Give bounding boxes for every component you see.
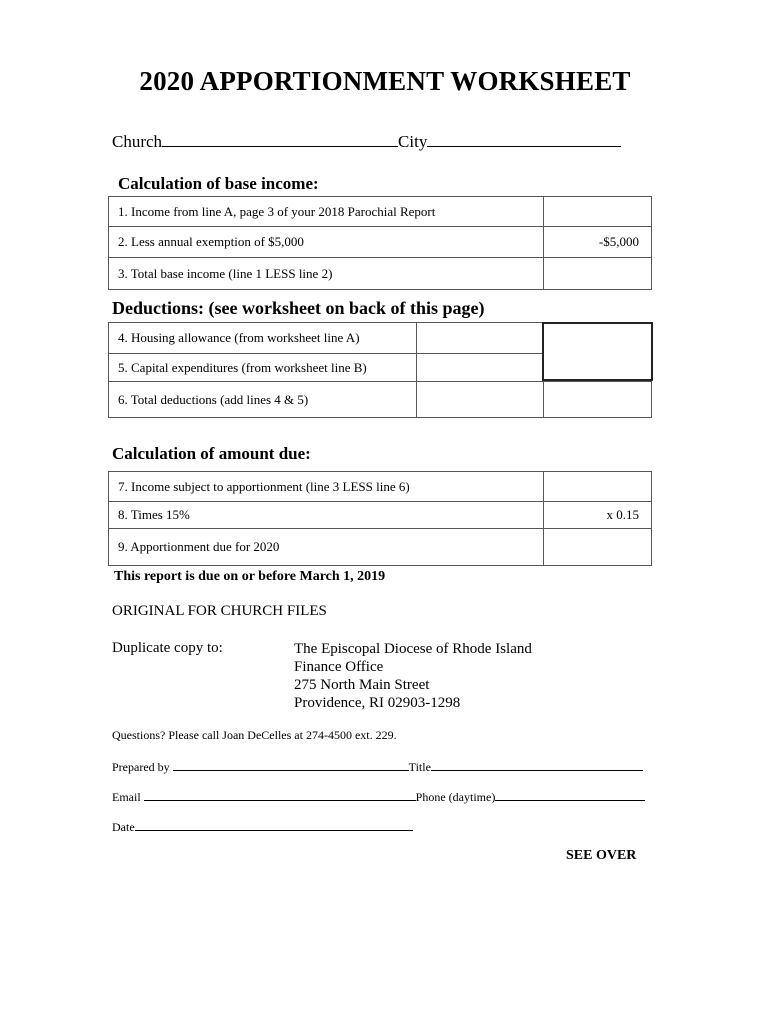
- page-title: 2020 APPORTIONMENT WORKSHEET: [139, 66, 631, 96]
- deduction-total-box: [542, 322, 653, 381]
- line-6-blank: [417, 382, 544, 418]
- title-field[interactable]: [431, 758, 643, 771]
- line-5-amount[interactable]: [417, 354, 544, 382]
- table-row: [109, 258, 652, 290]
- table-row: [109, 382, 652, 418]
- email-row: [112, 788, 645, 805]
- line-2-amount: -$5,000: [544, 227, 652, 258]
- table-row: [109, 502, 652, 529]
- church-label: Church: [112, 132, 163, 151]
- diocese-address: [294, 640, 532, 712]
- line-9-label: 9. Apportionment due for 2020: [109, 529, 544, 566]
- table-row: [109, 529, 652, 566]
- line-6-amount[interactable]: [544, 382, 652, 418]
- original-note: ORIGINAL FOR CHURCH FILES: [112, 603, 327, 619]
- address-line: Providence, RI 02903-1298: [294, 695, 461, 711]
- line-8-amount: x 0.15: [544, 502, 652, 529]
- phone-label: Phone (daytime): [415, 790, 496, 804]
- address-line: 275 North Main Street: [294, 677, 430, 693]
- church-city-row: [112, 131, 621, 152]
- address-line: The Episcopal Diocese of Rhode Island: [294, 641, 532, 657]
- line-1-label: 1. Income from line A, page 3 of your 2018 Parochial Report: [109, 197, 544, 227]
- duplicate-label: Duplicate copy to:: [112, 640, 223, 656]
- email-field[interactable]: [144, 788, 416, 801]
- line-5-label: 5. Capital expenditures (from worksheet line B): [109, 354, 417, 382]
- table-row: [109, 227, 652, 258]
- line-1-amount[interactable]: [544, 197, 652, 227]
- line-4-label: 4. Housing allowance (from worksheet line A): [109, 323, 417, 354]
- date-row: [112, 818, 413, 835]
- line-2-label: 2. Less annual exemption of $5,000: [109, 227, 544, 258]
- address-line: Finance Office: [294, 659, 384, 675]
- title-label: Title: [408, 760, 431, 774]
- line-8-label: 8. Times 15%: [109, 502, 544, 529]
- date-field[interactable]: [135, 818, 413, 831]
- deductions-heading: Deductions: (see worksheet on back of this page): [112, 298, 485, 318]
- phone-field[interactable]: [495, 788, 645, 801]
- see-over-note: SEE OVER: [566, 848, 637, 863]
- questions-note: Questions? Please call Joan DeCelles at 274-4500 ext. 229.: [112, 728, 397, 742]
- date-label: Date: [112, 820, 135, 834]
- prepared-by-row: [112, 758, 643, 775]
- amount-due-heading: Calculation of amount due:: [112, 444, 311, 463]
- church-field[interactable]: [162, 131, 398, 147]
- city-label: City: [398, 132, 428, 151]
- table-row: [109, 472, 652, 502]
- table-row: [109, 197, 652, 227]
- line-9-amount[interactable]: [544, 529, 652, 566]
- line-7-label: 7. Income subject to apportionment (line 3 LESS line 6): [109, 472, 544, 502]
- prepared-by-label: Prepared by: [112, 760, 170, 774]
- due-notice: This report is due on or before March 1, 2019: [114, 569, 386, 584]
- line-7-amount[interactable]: [544, 472, 652, 502]
- line-3-amount[interactable]: [544, 258, 652, 290]
- amount-due-table: [108, 471, 652, 566]
- email-label: Email: [112, 790, 141, 804]
- line-6-label: 6. Total deductions (add lines 4 & 5): [109, 382, 417, 418]
- prepared-by-field[interactable]: [173, 758, 409, 771]
- city-field[interactable]: [427, 131, 621, 147]
- base-income-heading: Calculation of base income:: [118, 174, 319, 193]
- base-income-table: [108, 196, 652, 290]
- line-3-label: 3. Total base income (line 1 LESS line 2): [109, 258, 544, 290]
- line-4-amount[interactable]: [417, 323, 544, 354]
